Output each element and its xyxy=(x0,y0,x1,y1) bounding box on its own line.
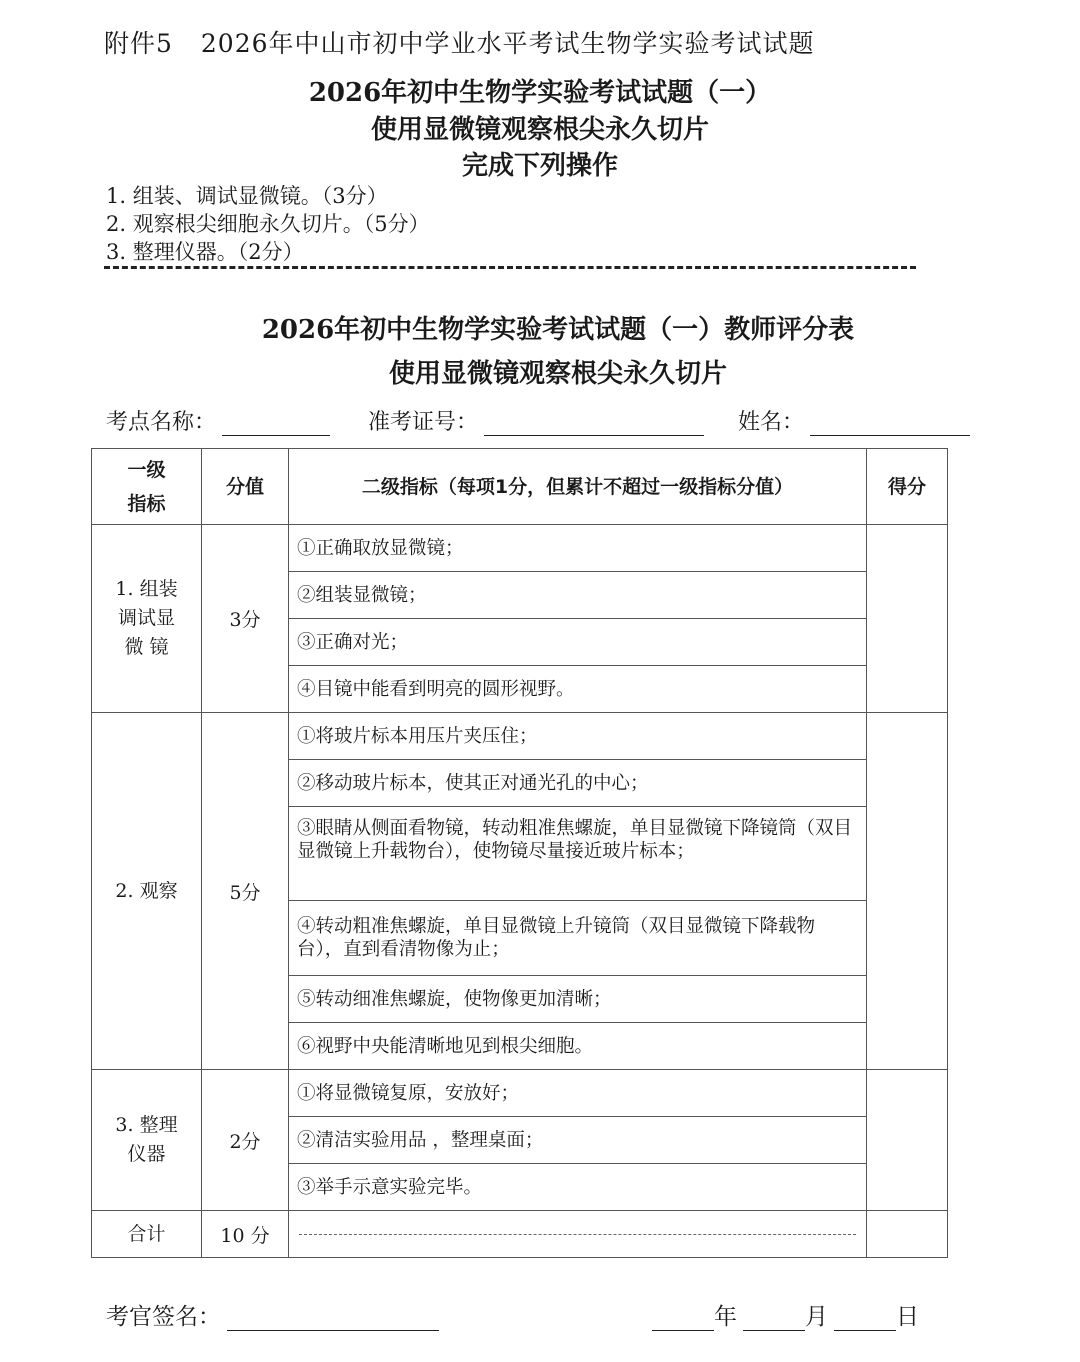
criterion-item: ③眼睛从侧面看物镜，转动粗准焦螺旋，单目显微镜下降镜筒（双目显微镜上升载物台），使物镜尽量接近玻片标本； xyxy=(289,807,867,901)
table-row xyxy=(92,713,948,760)
cut-line-divider xyxy=(104,266,916,269)
header-points: 分值 xyxy=(202,449,289,525)
section-points: 3分 xyxy=(202,525,289,713)
header-score: 得分 xyxy=(867,449,948,525)
name-field xyxy=(738,405,970,436)
criterion-item: ④转动粗准焦螺旋，单目显微镜上升镜筒（双目显微镜下降载物台），直到看清物像为止； xyxy=(289,901,867,976)
ticket-number-label: 准考证号： xyxy=(368,410,479,435)
criterion-item: ③正确对光； xyxy=(289,619,867,666)
scoring-table xyxy=(91,448,948,1258)
exam-title: 2026年初中生物学实验考试试题（一） xyxy=(308,78,772,108)
month-label: 月 xyxy=(805,1304,828,1330)
criterion-item: ②组装显微镜； xyxy=(289,572,867,619)
exam-site-field xyxy=(106,405,330,436)
header-level1-line: 一级 xyxy=(127,458,166,481)
operation-item: 3. 整理仪器。（2分） xyxy=(106,240,304,264)
section-label-line: 调试显 xyxy=(117,607,175,629)
total-score-cell[interactable] xyxy=(867,1211,948,1258)
score-cell[interactable] xyxy=(867,1070,948,1211)
criterion-item: ②移动玻片标本，使其正对通光孔的中心； xyxy=(289,760,867,807)
section-label-line: 1. 组装 xyxy=(115,578,178,600)
month-blank[interactable] xyxy=(743,1308,805,1331)
section-label-line: 仪器 xyxy=(127,1143,166,1165)
section-label xyxy=(92,713,202,1070)
exam-site-blank[interactable] xyxy=(222,413,330,436)
date-field xyxy=(652,1298,919,1331)
section-label-line: 微 镜 xyxy=(124,636,169,658)
examiner-signature xyxy=(106,1298,439,1331)
operation-item: 2. 观察根尖细胞永久切片。（5分） xyxy=(106,212,430,236)
section-points: 5分 xyxy=(202,713,289,1070)
section-label-line: 3. 整理 xyxy=(115,1114,178,1136)
day-blank[interactable] xyxy=(834,1308,896,1331)
examiner-signature-blank[interactable] xyxy=(227,1308,439,1331)
attachment-label: 附件5 xyxy=(104,29,173,58)
criterion-item: ①将显微镜复原，安放好； xyxy=(289,1070,867,1117)
section-points: 2分 xyxy=(202,1070,289,1211)
criterion-item: ①正确取放显微镜； xyxy=(289,525,867,572)
name-blank[interactable] xyxy=(810,413,970,436)
scoresheet-subject: 使用显微镜观察根尖永久切片 xyxy=(388,359,727,389)
criterion-item: ⑤转动细准焦螺旋，使物像更加清晰； xyxy=(289,976,867,1023)
table-row xyxy=(92,525,948,572)
criterion-item: ②清洁实验用品 ，整理桌面； xyxy=(289,1117,867,1164)
scoresheet-title: 2026年初中生物学实验考试试题（一）教师评分表 xyxy=(261,315,855,345)
section-label xyxy=(92,1070,202,1211)
dashed-line xyxy=(299,1234,856,1235)
exam-instruction: 完成下列操作 xyxy=(461,151,618,181)
examiner-signature-label: 考官签名： xyxy=(106,1304,221,1330)
total-dashes xyxy=(289,1211,867,1258)
header-level2: 二级指标（每项1分，但累计不超过一级指标分值） xyxy=(289,449,867,525)
criterion-item: ③举手示意实验完毕。 xyxy=(289,1164,867,1211)
total-points: 10 分 xyxy=(202,1211,289,1258)
criterion-item: ①将玻片标本用压片夹压住； xyxy=(289,713,867,760)
section-label-line: 2. 观察 xyxy=(115,879,178,902)
table-row xyxy=(92,1070,948,1117)
ticket-number-blank[interactable] xyxy=(484,413,704,436)
section-label xyxy=(92,525,202,713)
header-level1 xyxy=(92,449,202,525)
table-header-row xyxy=(92,449,948,525)
day-label: 日 xyxy=(896,1304,919,1330)
criterion-item: ⑥视野中央能清晰地见到根尖细胞。 xyxy=(289,1023,867,1070)
exam-site-label: 考点名称： xyxy=(106,410,217,435)
total-label: 合计 xyxy=(92,1211,202,1258)
operation-item: 1. 组装、调试显微镜。（3分） xyxy=(106,184,388,208)
attachment-title: 2026年中山市初中学业水平考试生物学实验考试试题 xyxy=(200,29,815,58)
score-cell[interactable] xyxy=(867,713,948,1070)
exam-subject: 使用显微镜观察根尖永久切片 xyxy=(370,115,709,145)
year-label: 年 xyxy=(714,1304,737,1330)
name-label: 姓名： xyxy=(738,410,805,435)
header-level1-line: 指标 xyxy=(127,492,166,515)
year-blank[interactable] xyxy=(652,1308,714,1331)
criterion-item: ④目镜中能看到明亮的圆形视野。 xyxy=(289,666,867,713)
total-row xyxy=(92,1211,948,1258)
score-cell[interactable] xyxy=(867,525,948,713)
ticket-number-field xyxy=(368,405,704,436)
attachment-header xyxy=(104,24,815,60)
